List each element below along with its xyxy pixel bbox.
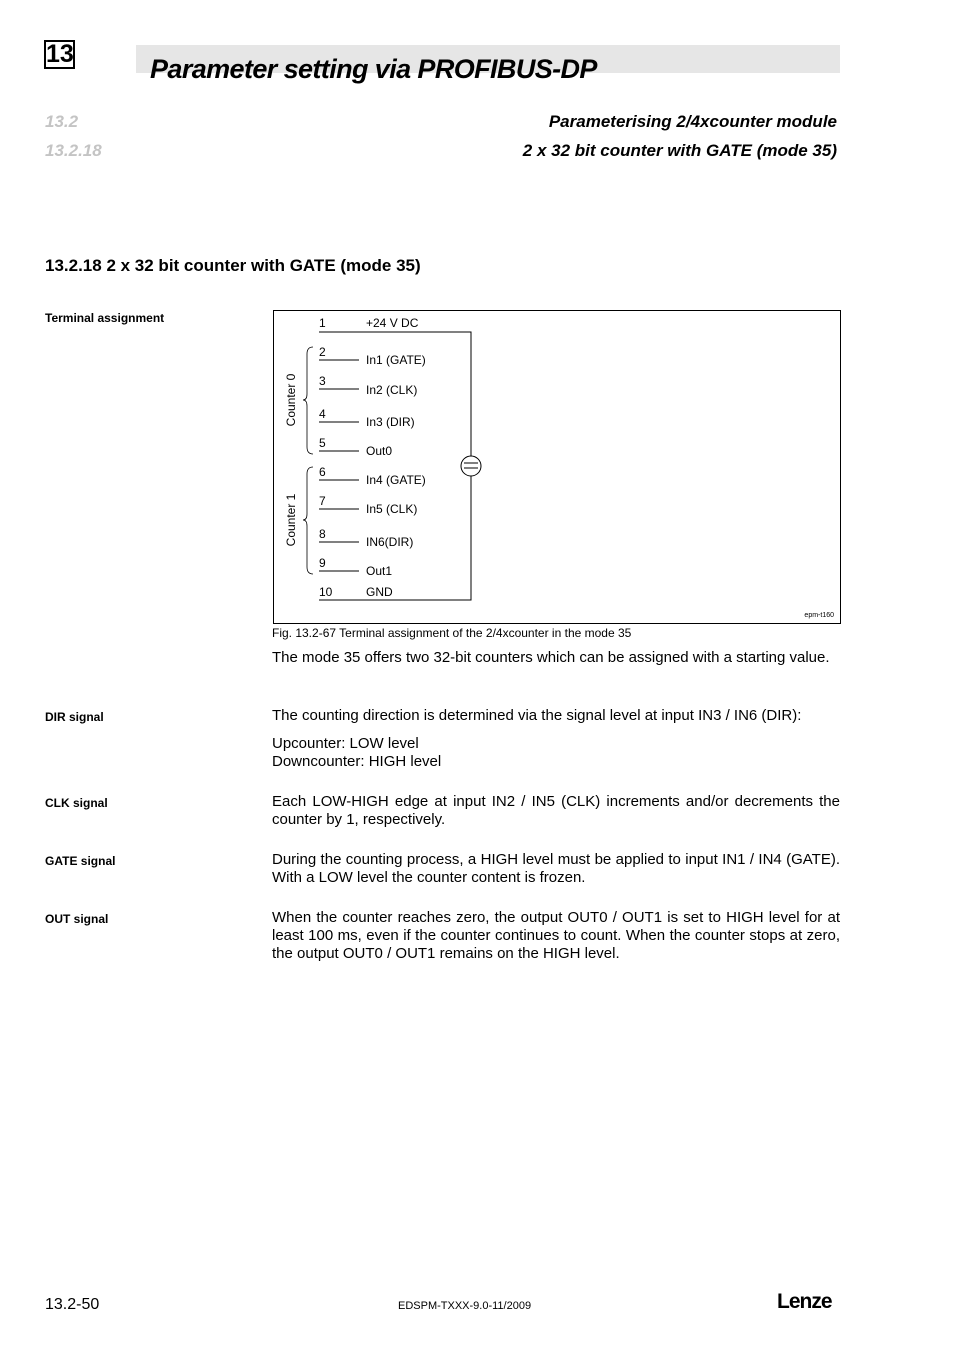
terminal-num-5: 5: [319, 436, 326, 450]
terminal-label-5: Out0: [366, 444, 393, 458]
figure-caption: Fig. 13.2-67 Terminal assignment of the 2/4xcounter in the mode 35: [272, 626, 632, 640]
clk-paragraph: Each LOW-HIGH edge at input IN2 / IN5 (CLK) increments and/or decrements the counter by 1, respectively.: [272, 793, 840, 828]
terminal-num-8: 8: [319, 527, 326, 541]
terminal-diagram: [273, 310, 841, 624]
terminal-label-9: Out1: [366, 564, 393, 578]
terminal-label-1: +24 V DC: [366, 316, 419, 330]
terminal-label-3: In2 (CLK): [366, 383, 418, 397]
dir-signal-label: DIR signal: [45, 710, 104, 724]
figure-ref: epm-t160: [804, 612, 834, 619]
dir-upcounter: Upcounter: LOW level: [272, 735, 419, 752]
terminal-num-1: 1: [319, 316, 326, 330]
out-paragraph: When the counter reaches zero, the output OUT0 / OUT1 is set to HIGH level for at least 100 ms, even if the counter continues to count. When the counter stops at zero, the output OUT0 / OUT1 remains on the HIGH level.: [272, 909, 840, 962]
intro-paragraph: The mode 35 offers two 32-bit counters which can be assigned with a starting value.: [272, 649, 830, 666]
page-title: Parameter setting via PROFIBUS-DP: [150, 54, 597, 84]
out-signal-label: OUT signal: [45, 912, 109, 926]
counter-1-label: Counter 1: [284, 493, 298, 547]
clk-signal-label: CLK signal: [45, 796, 108, 810]
dir-paragraph: The counting direction is determined via the signal level at input IN3 / IN6 (DIR):: [272, 707, 802, 724]
section-number: 13.2: [45, 112, 79, 131]
subsection-number: 13.2.18: [45, 141, 102, 160]
terminal-num-4: 4: [319, 407, 326, 421]
terminal-num-6: 6: [319, 465, 326, 479]
terminal-label-6: In4 (GATE): [366, 473, 426, 487]
chapter-number: 13: [46, 40, 74, 68]
section-heading: 13.2.18 2 x 32 bit counter with GATE (mode 35): [45, 256, 421, 275]
gate-signal-label: GATE signal: [45, 854, 116, 868]
dir-downcounter: Downcounter: HIGH level: [272, 753, 442, 770]
page-number: 13.2-50: [45, 1296, 100, 1313]
terminal-num-3: 3: [319, 374, 326, 388]
terminal-label-2: In1 (GATE): [366, 353, 426, 367]
section-title: Parameterising 2/4xcounter module: [548, 112, 837, 131]
counter-0-label: Counter 0: [284, 373, 298, 427]
terminal-label-7: In5 (CLK): [366, 502, 418, 516]
subsection-title: 2 x 32 bit counter with GATE (mode 35): [522, 141, 837, 160]
terminal-label-4: In3 (DIR): [366, 415, 415, 429]
terminal-num-7: 7: [319, 494, 326, 508]
terminal-assignment-label: Terminal assignment: [45, 311, 165, 325]
terminal-label-8: IN6(DIR): [366, 535, 414, 549]
gate-paragraph: During the counting process, a HIGH level must be applied to input IN1 / IN4 (GATE). With a LOW level the counter content is frozen.: [272, 851, 840, 886]
terminal-num-9: 9: [319, 556, 326, 570]
terminal-label-10: GND: [366, 585, 393, 599]
lenze-logo: Lenze: [777, 1290, 832, 1313]
terminal-num-10: 10: [319, 585, 333, 599]
terminal-num-2: 2: [319, 345, 326, 359]
document-id: EDSPM-TXXX-9.0-11/2009: [398, 1300, 532, 1312]
